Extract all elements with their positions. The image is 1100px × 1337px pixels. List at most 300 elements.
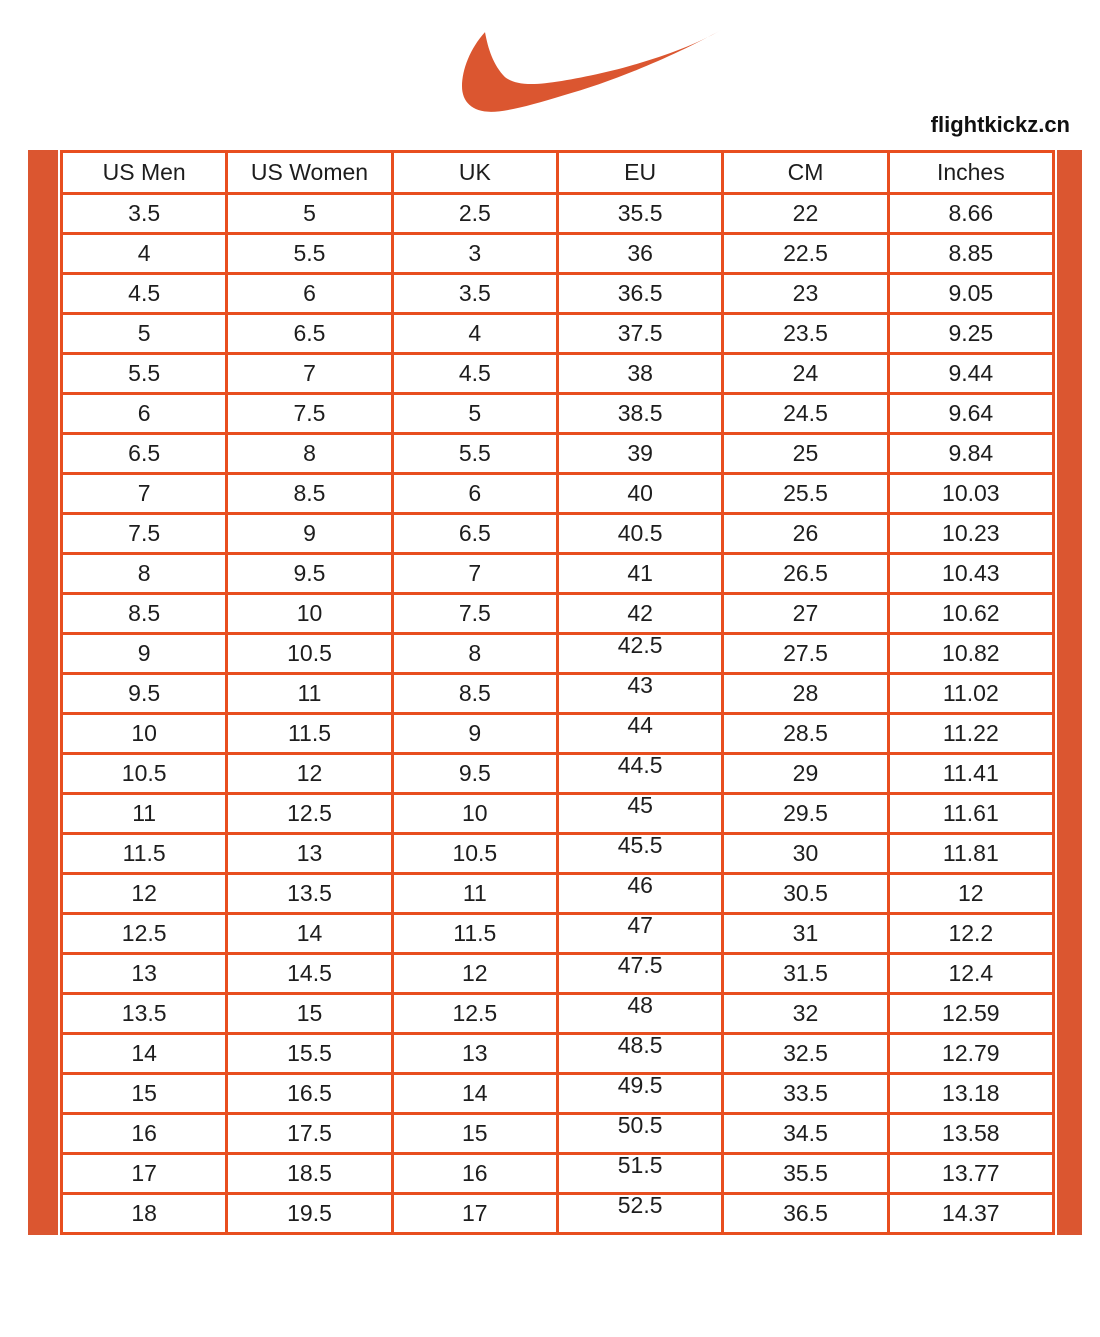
cell-text: 11.5 bbox=[287, 720, 332, 746]
size-cell bbox=[392, 514, 557, 554]
size-cell bbox=[888, 434, 1053, 474]
size-cell bbox=[723, 674, 888, 714]
cell-text: 44.5 bbox=[617, 752, 663, 778]
cell-text: 8 bbox=[303, 440, 316, 466]
size-cell bbox=[62, 514, 227, 554]
cell-text: 23.5 bbox=[783, 320, 828, 346]
cell-text: 7.5 bbox=[128, 520, 161, 546]
size-cell bbox=[392, 994, 557, 1034]
cell-text: 50.5 bbox=[617, 1112, 663, 1138]
size-cell bbox=[557, 1194, 722, 1234]
cell-text: 22 bbox=[792, 200, 819, 226]
cell-text: 6 bbox=[468, 480, 482, 506]
cell-text: 9.25 bbox=[948, 320, 994, 346]
size-cell bbox=[392, 1034, 557, 1074]
cell-text: 36.5 bbox=[617, 280, 663, 306]
size-cell bbox=[723, 1074, 888, 1114]
size-cell bbox=[557, 1034, 722, 1074]
cell-text: 9.05 bbox=[948, 280, 994, 306]
size-cell bbox=[888, 514, 1053, 554]
size-cell bbox=[227, 514, 392, 554]
cell-text: 11.81 bbox=[942, 840, 999, 866]
size-cell bbox=[62, 594, 227, 634]
size-cell bbox=[723, 954, 888, 994]
cell-text: 10 bbox=[131, 720, 157, 746]
table-row bbox=[62, 554, 1054, 594]
cell-text: 10.5 bbox=[287, 640, 332, 666]
size-cell bbox=[392, 914, 557, 954]
size-cell bbox=[62, 554, 227, 594]
size-cell bbox=[392, 794, 557, 834]
cell-text: 7 bbox=[137, 480, 151, 506]
cell-text: 11.22 bbox=[942, 720, 999, 746]
cell-text: 13.77 bbox=[942, 1160, 1000, 1186]
cell-text: 17 bbox=[131, 1160, 157, 1186]
cell-text: 13.18 bbox=[942, 1080, 1000, 1106]
size-cell bbox=[888, 194, 1053, 234]
size-cell bbox=[888, 314, 1053, 354]
size-cell bbox=[392, 954, 557, 994]
size-cell bbox=[62, 354, 227, 394]
size-cell bbox=[888, 674, 1053, 714]
cell-text: 12.4 bbox=[948, 960, 994, 986]
cell-text: 25.5 bbox=[783, 480, 828, 506]
cell-text: 8 bbox=[468, 640, 482, 666]
size-cell bbox=[227, 234, 392, 274]
cell-text: 36 bbox=[627, 240, 653, 266]
size-cell bbox=[723, 874, 888, 914]
table-row bbox=[62, 714, 1054, 754]
cell-text: 29.5 bbox=[783, 800, 828, 826]
size-cell bbox=[557, 1114, 722, 1154]
size-cell bbox=[888, 554, 1053, 594]
cell-text: 6.5 bbox=[458, 520, 491, 546]
size-cell bbox=[888, 274, 1053, 314]
size-cell bbox=[62, 1154, 227, 1194]
size-cell bbox=[392, 754, 557, 794]
size-cell bbox=[557, 314, 722, 354]
size-cell bbox=[888, 754, 1053, 794]
size-cell bbox=[227, 794, 392, 834]
size-cell bbox=[227, 634, 392, 674]
cell-text: 12.5 bbox=[287, 800, 332, 826]
size-cell bbox=[392, 434, 557, 474]
size-cell bbox=[392, 194, 557, 234]
size-cell bbox=[888, 354, 1053, 394]
cell-text: 15 bbox=[131, 1080, 157, 1106]
cell-text: 15 bbox=[296, 1000, 323, 1026]
cell-text: 12.79 bbox=[942, 1040, 1000, 1066]
cell-text: 16 bbox=[462, 1160, 488, 1186]
cell-text: 19.5 bbox=[287, 1200, 332, 1226]
cell-text: 16.5 bbox=[287, 1080, 332, 1106]
cell-text: 9.64 bbox=[948, 400, 994, 426]
size-cell bbox=[392, 834, 557, 874]
cell-text: 27 bbox=[792, 600, 819, 626]
table-row bbox=[62, 1034, 1054, 1074]
size-cell bbox=[227, 1194, 392, 1234]
size-cell bbox=[227, 714, 392, 754]
size-cell bbox=[227, 434, 392, 474]
cell-text: 49.5 bbox=[617, 1072, 663, 1098]
size-cell bbox=[888, 914, 1053, 954]
size-cell bbox=[723, 714, 888, 754]
cell-text: 45 bbox=[627, 792, 653, 818]
size-cell bbox=[888, 1034, 1053, 1074]
cell-text: 42.5 bbox=[617, 632, 663, 658]
size-cell bbox=[62, 1194, 227, 1234]
cell-text: 2.5 bbox=[458, 200, 491, 226]
cell-text: 13.5 bbox=[287, 880, 332, 906]
cell-text: 12.2 bbox=[948, 920, 994, 946]
size-cell bbox=[557, 474, 722, 514]
size-cell bbox=[557, 554, 722, 594]
cell-text: 10 bbox=[462, 800, 488, 826]
cell-text: 4 bbox=[137, 240, 151, 266]
cell-text: 8.5 bbox=[128, 600, 161, 626]
size-cell bbox=[227, 754, 392, 794]
size-cell bbox=[62, 994, 227, 1034]
cell-text: 11.61 bbox=[942, 800, 999, 826]
cell-text: 13 bbox=[296, 840, 323, 866]
size-cell bbox=[557, 354, 722, 394]
cell-text: 18.5 bbox=[287, 1160, 332, 1186]
cell-text: 5 bbox=[468, 400, 482, 426]
cell-text: 30 bbox=[792, 840, 819, 866]
cell-text: 17 bbox=[462, 1200, 488, 1226]
cell-text: 4.5 bbox=[458, 360, 491, 386]
cell-text: 48.5 bbox=[617, 1032, 663, 1058]
size-cell bbox=[392, 274, 557, 314]
size-cell bbox=[62, 874, 227, 914]
cell-text: 10.23 bbox=[942, 520, 1000, 546]
cell-text: 3.5 bbox=[458, 280, 491, 306]
size-cell bbox=[723, 434, 888, 474]
table-row bbox=[62, 874, 1054, 914]
size-cell bbox=[723, 234, 888, 274]
size-cell bbox=[392, 314, 557, 354]
cell-text: 13 bbox=[131, 960, 157, 986]
cell-text: 12.5 bbox=[452, 1000, 498, 1026]
size-cell bbox=[888, 994, 1053, 1034]
size-cell bbox=[723, 354, 888, 394]
cell-text: 38 bbox=[627, 360, 653, 386]
size-cell bbox=[227, 314, 392, 354]
table-row bbox=[62, 1074, 1054, 1114]
cell-text: 44 bbox=[627, 712, 653, 738]
size-cell bbox=[62, 794, 227, 834]
cell-text: 7 bbox=[303, 360, 316, 386]
size-cell bbox=[392, 554, 557, 594]
size-cell bbox=[62, 434, 227, 474]
cell-text: 7 bbox=[468, 560, 482, 586]
size-cell bbox=[392, 394, 557, 434]
size-cell bbox=[888, 474, 1053, 514]
table-row bbox=[62, 1114, 1054, 1154]
table-row bbox=[62, 994, 1054, 1034]
size-cell bbox=[227, 1114, 392, 1154]
size-cell bbox=[392, 1074, 557, 1114]
size-cell bbox=[723, 1034, 888, 1074]
cell-text: 40 bbox=[627, 480, 653, 506]
cell-text: 38.5 bbox=[617, 400, 663, 426]
size-cell bbox=[62, 274, 227, 314]
cell-text: 9.5 bbox=[128, 680, 161, 706]
cell-text: 3.5 bbox=[128, 200, 161, 226]
size-cell bbox=[888, 1114, 1053, 1154]
cell-text: 47.5 bbox=[617, 952, 663, 978]
size-cell bbox=[723, 634, 888, 674]
size-cell bbox=[62, 474, 227, 514]
size-cell bbox=[62, 914, 227, 954]
size-cell bbox=[888, 954, 1053, 994]
cell-text: 4 bbox=[468, 320, 482, 346]
size-cell bbox=[392, 1114, 557, 1154]
table-row bbox=[62, 794, 1054, 834]
table-row bbox=[62, 834, 1054, 874]
size-cell bbox=[227, 914, 392, 954]
size-cell bbox=[557, 874, 722, 914]
size-cell bbox=[227, 954, 392, 994]
size-cell bbox=[227, 594, 392, 634]
cell-text: 22.5 bbox=[783, 240, 828, 266]
size-cell bbox=[557, 954, 722, 994]
size-cell bbox=[557, 754, 722, 794]
size-cell bbox=[62, 634, 227, 674]
size-cell bbox=[227, 674, 392, 714]
column-header-us-women: US Women bbox=[227, 152, 392, 194]
size-cell bbox=[227, 834, 392, 874]
size-cell bbox=[62, 754, 227, 794]
cell-text: 29 bbox=[792, 760, 819, 786]
cell-text: 17.5 bbox=[287, 1120, 332, 1146]
size-cell bbox=[227, 1034, 392, 1074]
cell-text: 6.5 bbox=[293, 320, 326, 346]
size-cell bbox=[557, 674, 722, 714]
cell-text: 12.5 bbox=[121, 920, 167, 946]
cell-text: 5.5 bbox=[458, 440, 491, 466]
cell-text: 25 bbox=[792, 440, 819, 466]
table-row bbox=[62, 1194, 1054, 1234]
size-cell bbox=[392, 1154, 557, 1194]
table-row bbox=[62, 194, 1054, 234]
size-cell bbox=[723, 314, 888, 354]
size-cell bbox=[392, 714, 557, 754]
table-row bbox=[62, 314, 1054, 354]
size-cell bbox=[227, 874, 392, 914]
size-cell bbox=[62, 954, 227, 994]
column-header-cm: CM bbox=[723, 152, 888, 194]
cell-text: 52.5 bbox=[617, 1192, 663, 1218]
size-cell bbox=[227, 554, 392, 594]
cell-text: 34.5 bbox=[783, 1120, 828, 1146]
cell-text: 3 bbox=[468, 240, 482, 266]
size-cell bbox=[557, 594, 722, 634]
cell-text: 15 bbox=[462, 1120, 488, 1146]
cell-text: 14.5 bbox=[287, 960, 332, 986]
cell-text: 27.5 bbox=[783, 640, 828, 666]
size-cell bbox=[62, 674, 227, 714]
size-cell bbox=[392, 1194, 557, 1234]
size-cell bbox=[888, 834, 1053, 874]
cell-text: 7.5 bbox=[293, 400, 326, 426]
column-header-inches: Inches bbox=[888, 152, 1053, 194]
cell-text: 8.85 bbox=[948, 240, 994, 266]
cell-text: 10.43 bbox=[942, 560, 1000, 586]
cell-text: 9 bbox=[137, 640, 151, 666]
size-cell bbox=[392, 594, 557, 634]
size-cell bbox=[888, 1194, 1053, 1234]
cell-text: 51.5 bbox=[617, 1152, 663, 1178]
size-cell bbox=[62, 394, 227, 434]
cell-text: 26 bbox=[792, 520, 819, 546]
table-row bbox=[62, 594, 1054, 634]
size-cell bbox=[723, 594, 888, 634]
size-cell bbox=[888, 874, 1053, 914]
size-cell bbox=[557, 234, 722, 274]
cell-text: 11.5 bbox=[453, 920, 497, 946]
size-cell bbox=[888, 634, 1053, 674]
cell-text: 42 bbox=[627, 600, 653, 626]
size-cell bbox=[227, 394, 392, 434]
size-cell bbox=[723, 994, 888, 1034]
cell-text: 12 bbox=[296, 760, 323, 786]
size-cell bbox=[557, 194, 722, 234]
size-cell bbox=[227, 474, 392, 514]
size-cell bbox=[723, 1194, 888, 1234]
table-row bbox=[62, 394, 1054, 434]
cell-text: 39 bbox=[627, 440, 653, 466]
cell-text: 6.5 bbox=[128, 440, 161, 466]
cell-text: 5 bbox=[303, 200, 316, 226]
cell-text: 7.5 bbox=[458, 600, 491, 626]
size-cell bbox=[723, 1154, 888, 1194]
table-row bbox=[62, 914, 1054, 954]
cell-text: 6 bbox=[303, 280, 316, 306]
cell-text: 8.5 bbox=[293, 480, 326, 506]
cell-text: 32 bbox=[792, 1000, 819, 1026]
cell-text: 9.44 bbox=[948, 360, 994, 386]
cell-text: 11 bbox=[132, 800, 157, 826]
cell-text: 11 bbox=[297, 680, 322, 706]
table-row bbox=[62, 514, 1054, 554]
cell-text: 11.41 bbox=[942, 760, 999, 786]
size-cell bbox=[723, 394, 888, 434]
cell-text: 14 bbox=[131, 1040, 157, 1066]
cell-text: 16 bbox=[131, 1120, 157, 1146]
size-cell bbox=[723, 554, 888, 594]
cell-text: 11.02 bbox=[942, 680, 999, 706]
table-row bbox=[62, 274, 1054, 314]
size-cell bbox=[723, 274, 888, 314]
size-cell bbox=[557, 714, 722, 754]
cell-text: 9.5 bbox=[293, 560, 326, 586]
cell-text: 12 bbox=[131, 880, 157, 906]
size-cell bbox=[723, 514, 888, 554]
cell-text: 11 bbox=[462, 880, 487, 906]
cell-text: 5.5 bbox=[293, 240, 326, 266]
size-cell bbox=[392, 874, 557, 914]
nike-swoosh-icon bbox=[455, 28, 723, 120]
size-cell bbox=[557, 274, 722, 314]
size-cell bbox=[723, 834, 888, 874]
cell-text: 10 bbox=[296, 600, 323, 626]
size-cell bbox=[392, 474, 557, 514]
table-row bbox=[62, 634, 1054, 674]
size-cell bbox=[557, 794, 722, 834]
cell-text: 28.5 bbox=[783, 720, 828, 746]
cell-text: 40.5 bbox=[617, 520, 663, 546]
size-cell bbox=[557, 394, 722, 434]
cell-text: 41 bbox=[627, 560, 653, 586]
size-cell bbox=[227, 194, 392, 234]
cell-text: 5 bbox=[137, 320, 151, 346]
cell-text: 48 bbox=[627, 992, 653, 1018]
cell-text: 8.5 bbox=[458, 680, 491, 706]
column-header-us-men: US Men bbox=[62, 152, 227, 194]
table-row bbox=[62, 754, 1054, 794]
cell-text: 23 bbox=[792, 280, 819, 306]
size-cell bbox=[62, 234, 227, 274]
cell-text: 5.5 bbox=[128, 360, 161, 386]
size-cell bbox=[392, 634, 557, 674]
cell-text: 35.5 bbox=[617, 200, 663, 226]
cell-text: 13 bbox=[462, 1040, 488, 1066]
table-row bbox=[62, 234, 1054, 274]
cell-text: 24 bbox=[792, 360, 819, 386]
cell-text: 14 bbox=[462, 1080, 488, 1106]
cell-text: 13.58 bbox=[942, 1120, 1000, 1146]
size-cell bbox=[723, 474, 888, 514]
table-row bbox=[62, 354, 1054, 394]
cell-text: 36.5 bbox=[783, 1200, 828, 1226]
size-cell bbox=[723, 1114, 888, 1154]
cell-text: 8 bbox=[137, 560, 151, 586]
cell-text: 9 bbox=[468, 720, 482, 746]
cell-text: 26.5 bbox=[783, 560, 828, 586]
size-cell bbox=[227, 274, 392, 314]
cell-text: 12 bbox=[958, 880, 984, 906]
cell-text: 14 bbox=[296, 920, 323, 946]
cell-text: 46 bbox=[627, 872, 653, 898]
cell-text: 12.59 bbox=[942, 1000, 1000, 1026]
right-accent-bar bbox=[1057, 150, 1082, 1235]
cell-text: 37.5 bbox=[617, 320, 663, 346]
table-row bbox=[62, 674, 1054, 714]
cell-text: 4.5 bbox=[128, 280, 161, 306]
cell-text: 10.03 bbox=[942, 480, 1000, 506]
size-cell bbox=[227, 354, 392, 394]
table-header-row bbox=[62, 152, 1054, 194]
cell-text: 31 bbox=[792, 920, 819, 946]
cell-text: 15.5 bbox=[287, 1040, 332, 1066]
cell-text: 47 bbox=[627, 912, 653, 938]
size-cell bbox=[723, 914, 888, 954]
left-accent-bar bbox=[28, 150, 58, 1235]
size-cell bbox=[227, 994, 392, 1034]
size-cell bbox=[227, 1074, 392, 1114]
size-cell bbox=[392, 234, 557, 274]
size-cell bbox=[557, 994, 722, 1034]
table-row bbox=[62, 1154, 1054, 1194]
size-conversion-table bbox=[60, 150, 1055, 1235]
size-cell bbox=[557, 834, 722, 874]
cell-text: 43 bbox=[627, 672, 653, 698]
size-cell bbox=[227, 1154, 392, 1194]
cell-text: 8.66 bbox=[948, 200, 994, 226]
cell-text: 31.5 bbox=[783, 960, 828, 986]
cell-text: 10.5 bbox=[121, 760, 167, 786]
